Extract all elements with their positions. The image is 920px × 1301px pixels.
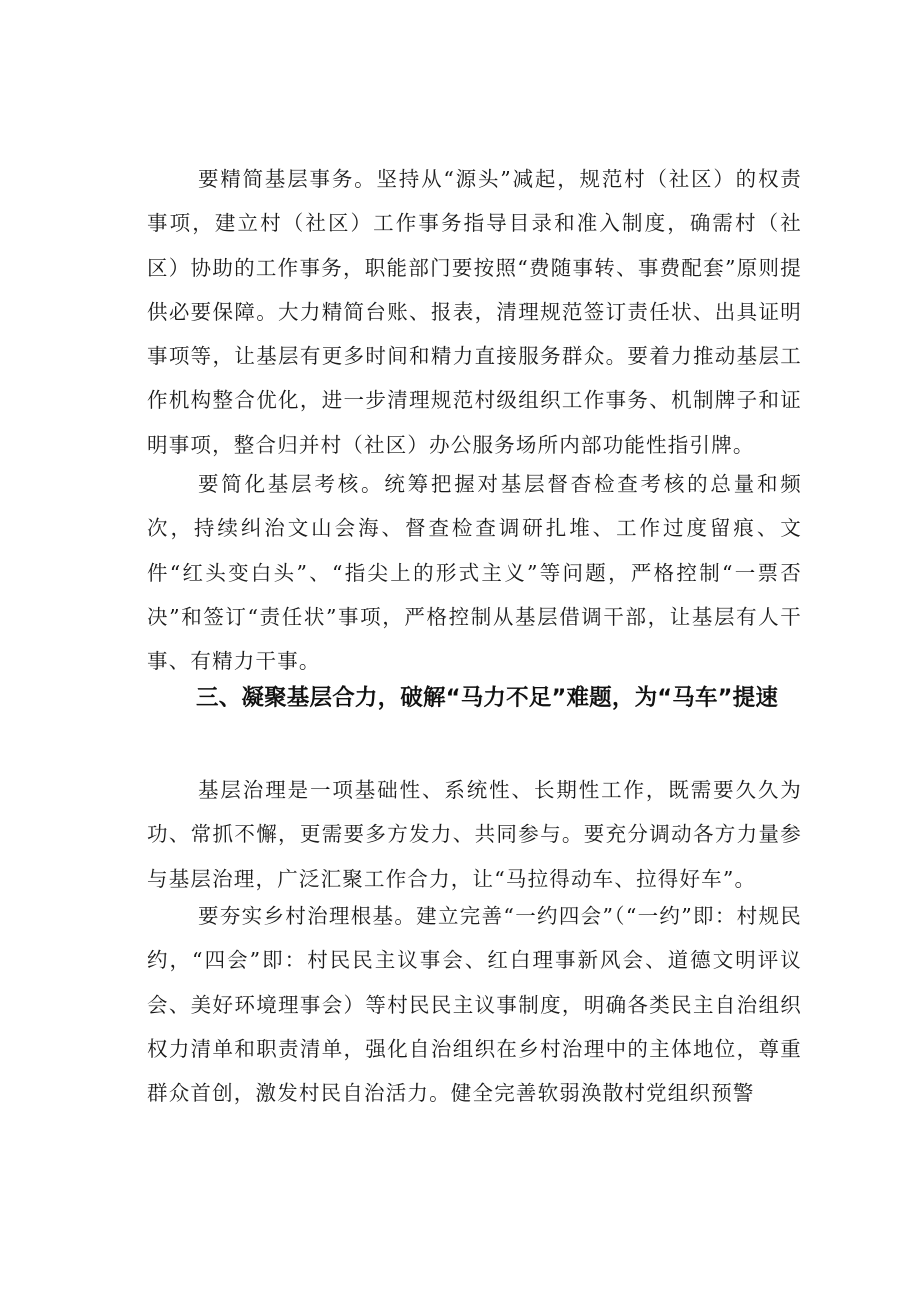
paragraph-streamline-affairs: 要精简基层事务。坚持从“源头”减起，规范村（社区）的权责事项，建立村（社区）工作事务指导目录和准入制度，确需村（社区）协助的工作事务，职能部门要按照“费随事转、事费配套”原则提供必要保障。大力精简台账、报表，清理规范签订责任状、出具证明事项等，让基层有更多时间和精力直接服务群众。要着力推动基层工作机构整合优化，进一步清理规范村级组织工作事务、机制牌子和证明事项，整合归并村（社区）办公服务场所内部功能性指引牌。 bbox=[147, 167, 802, 457]
paragraph-simplify-assessment: 要简化基层考核。统筹把握对基层督杳检查考核的总量和频次，持续纠治文山会海、督查检查调研扎堆、工作过度留痕、文件“红头变白头”、“指尖上的形式主义”等问题，严格控制“一票否决”和签订“责任状”事项，严格控制从基层借调干部，让基层有人干事、有精力干事。 bbox=[147, 472, 802, 674]
section-heading: 三、凝聚基层合力，破解“马力不足”难题，为“马车”提速 bbox=[196, 685, 779, 711]
paragraph-rural-governance: 要夯实乡村治理根基。建立完善“一约四会”（“一约”即：村规民约，“四会”即：村民民主议事会、红白理事新风会、道德文明评议会、美好环境理事会）等村民民主议事制度，明确各类民主自治组织权力清单和职责清单，强化自治组织在乡村治理中的主体地位，尊重群众首创，激发村民自治活力。健全完善软弱涣散村党组织预警 bbox=[147, 904, 802, 1106]
paragraph-governance-intro: 基层治理是一项基础性、系统性、长期性工作，既需要久久为功、常抓不懈，更需要多方发力、共同参与。要充分调动各方力量参与基层治理，广泛汇聚工作合力，让“马拉得动车、拉得好车”。 bbox=[147, 778, 802, 891]
